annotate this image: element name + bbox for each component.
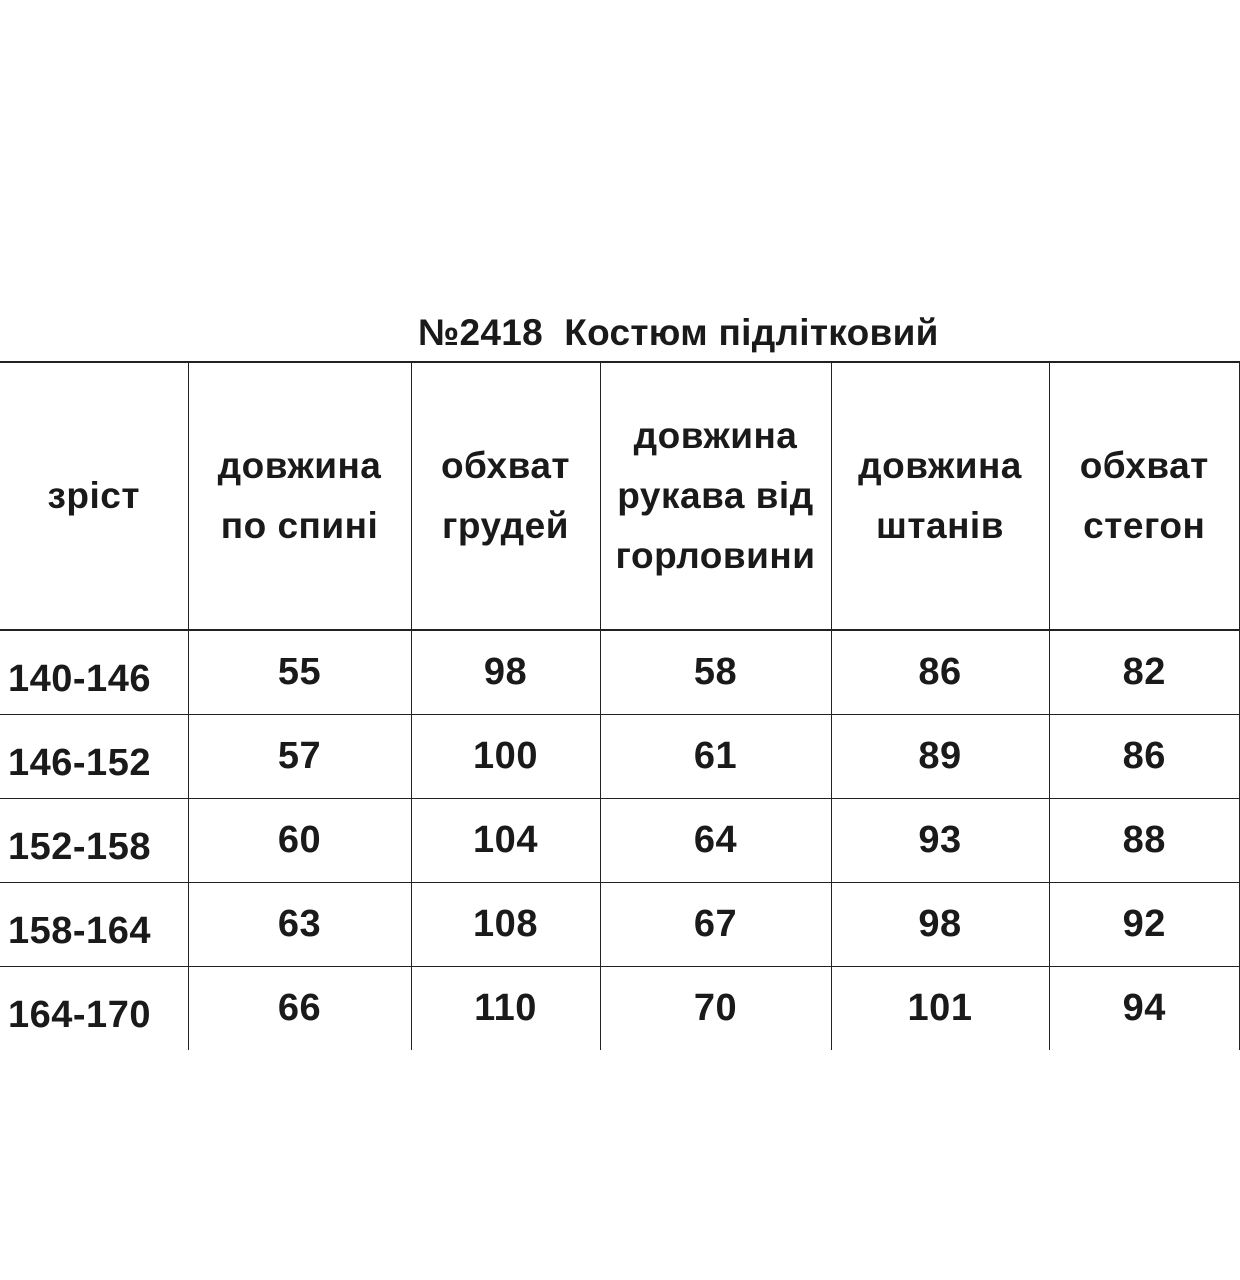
header-height	[0, 362, 188, 630]
header-hips-line1: обхват	[1079, 445, 1209, 486]
header-back-length-line1: довжина	[217, 445, 382, 486]
header-hips-line2: стегон	[1083, 505, 1206, 546]
sleeve-cell: 61	[600, 715, 831, 799]
header-sleeve-line2: рукава від	[617, 475, 814, 516]
header-sleeve-length	[600, 362, 831, 630]
chest-cell: 110	[411, 967, 600, 1051]
back-length-cell: 66	[188, 967, 411, 1051]
hips-cell: 86	[1049, 715, 1240, 799]
header-pants-length	[831, 362, 1049, 630]
chest-cell: 104	[411, 799, 600, 883]
header-chest-line2: грудей	[442, 505, 569, 546]
header-pants-line1: довжина	[858, 445, 1022, 486]
table-row	[0, 799, 1240, 883]
height-cell: 146-152	[0, 715, 188, 799]
header-back-length-line2: по спині	[220, 505, 379, 546]
header-sleeve-line1: довжина	[633, 415, 798, 456]
sleeve-cell: 58	[600, 630, 831, 715]
header-back-length	[188, 362, 411, 630]
back-length-cell: 57	[188, 715, 411, 799]
table-row	[0, 883, 1240, 967]
pants-cell: 93	[831, 799, 1049, 883]
header-chest-line1: обхват	[440, 445, 571, 486]
size-chart-table	[0, 361, 1240, 1050]
header-height-label: зріст	[47, 475, 140, 516]
header-hips	[1049, 362, 1240, 630]
pants-cell: 101	[831, 967, 1049, 1051]
chest-cell: 108	[411, 883, 600, 967]
sleeve-cell: 70	[600, 967, 831, 1051]
hips-cell: 92	[1049, 883, 1240, 967]
height-cell: 152-158	[0, 799, 188, 883]
height-cell: 158-164	[0, 883, 188, 967]
pants-cell: 89	[831, 715, 1049, 799]
pants-cell: 98	[831, 883, 1049, 967]
hips-cell: 94	[1049, 967, 1240, 1051]
sleeve-cell: 67	[600, 883, 831, 967]
chest-cell: 100	[411, 715, 600, 799]
hips-cell: 82	[1049, 630, 1240, 715]
back-length-cell: 63	[188, 883, 411, 967]
pants-cell: 86	[831, 630, 1049, 715]
table-title: №2418 Костюм підлітковий	[418, 312, 939, 353]
header-sleeve-line3: горловини	[615, 535, 816, 576]
sleeve-cell: 64	[600, 799, 831, 883]
chest-cell: 98	[411, 630, 600, 715]
back-length-cell: 55	[188, 630, 411, 715]
table-row	[0, 967, 1240, 1051]
table-row	[0, 715, 1240, 799]
header-pants-line2: штанів	[876, 505, 1004, 546]
hips-cell: 88	[1049, 799, 1240, 883]
height-cell: 140-146	[0, 630, 188, 715]
height-cell: 164-170	[0, 967, 188, 1051]
back-length-cell: 60	[188, 799, 411, 883]
header-chest	[411, 362, 600, 630]
header-row	[0, 362, 1240, 630]
table-row	[0, 630, 1240, 715]
